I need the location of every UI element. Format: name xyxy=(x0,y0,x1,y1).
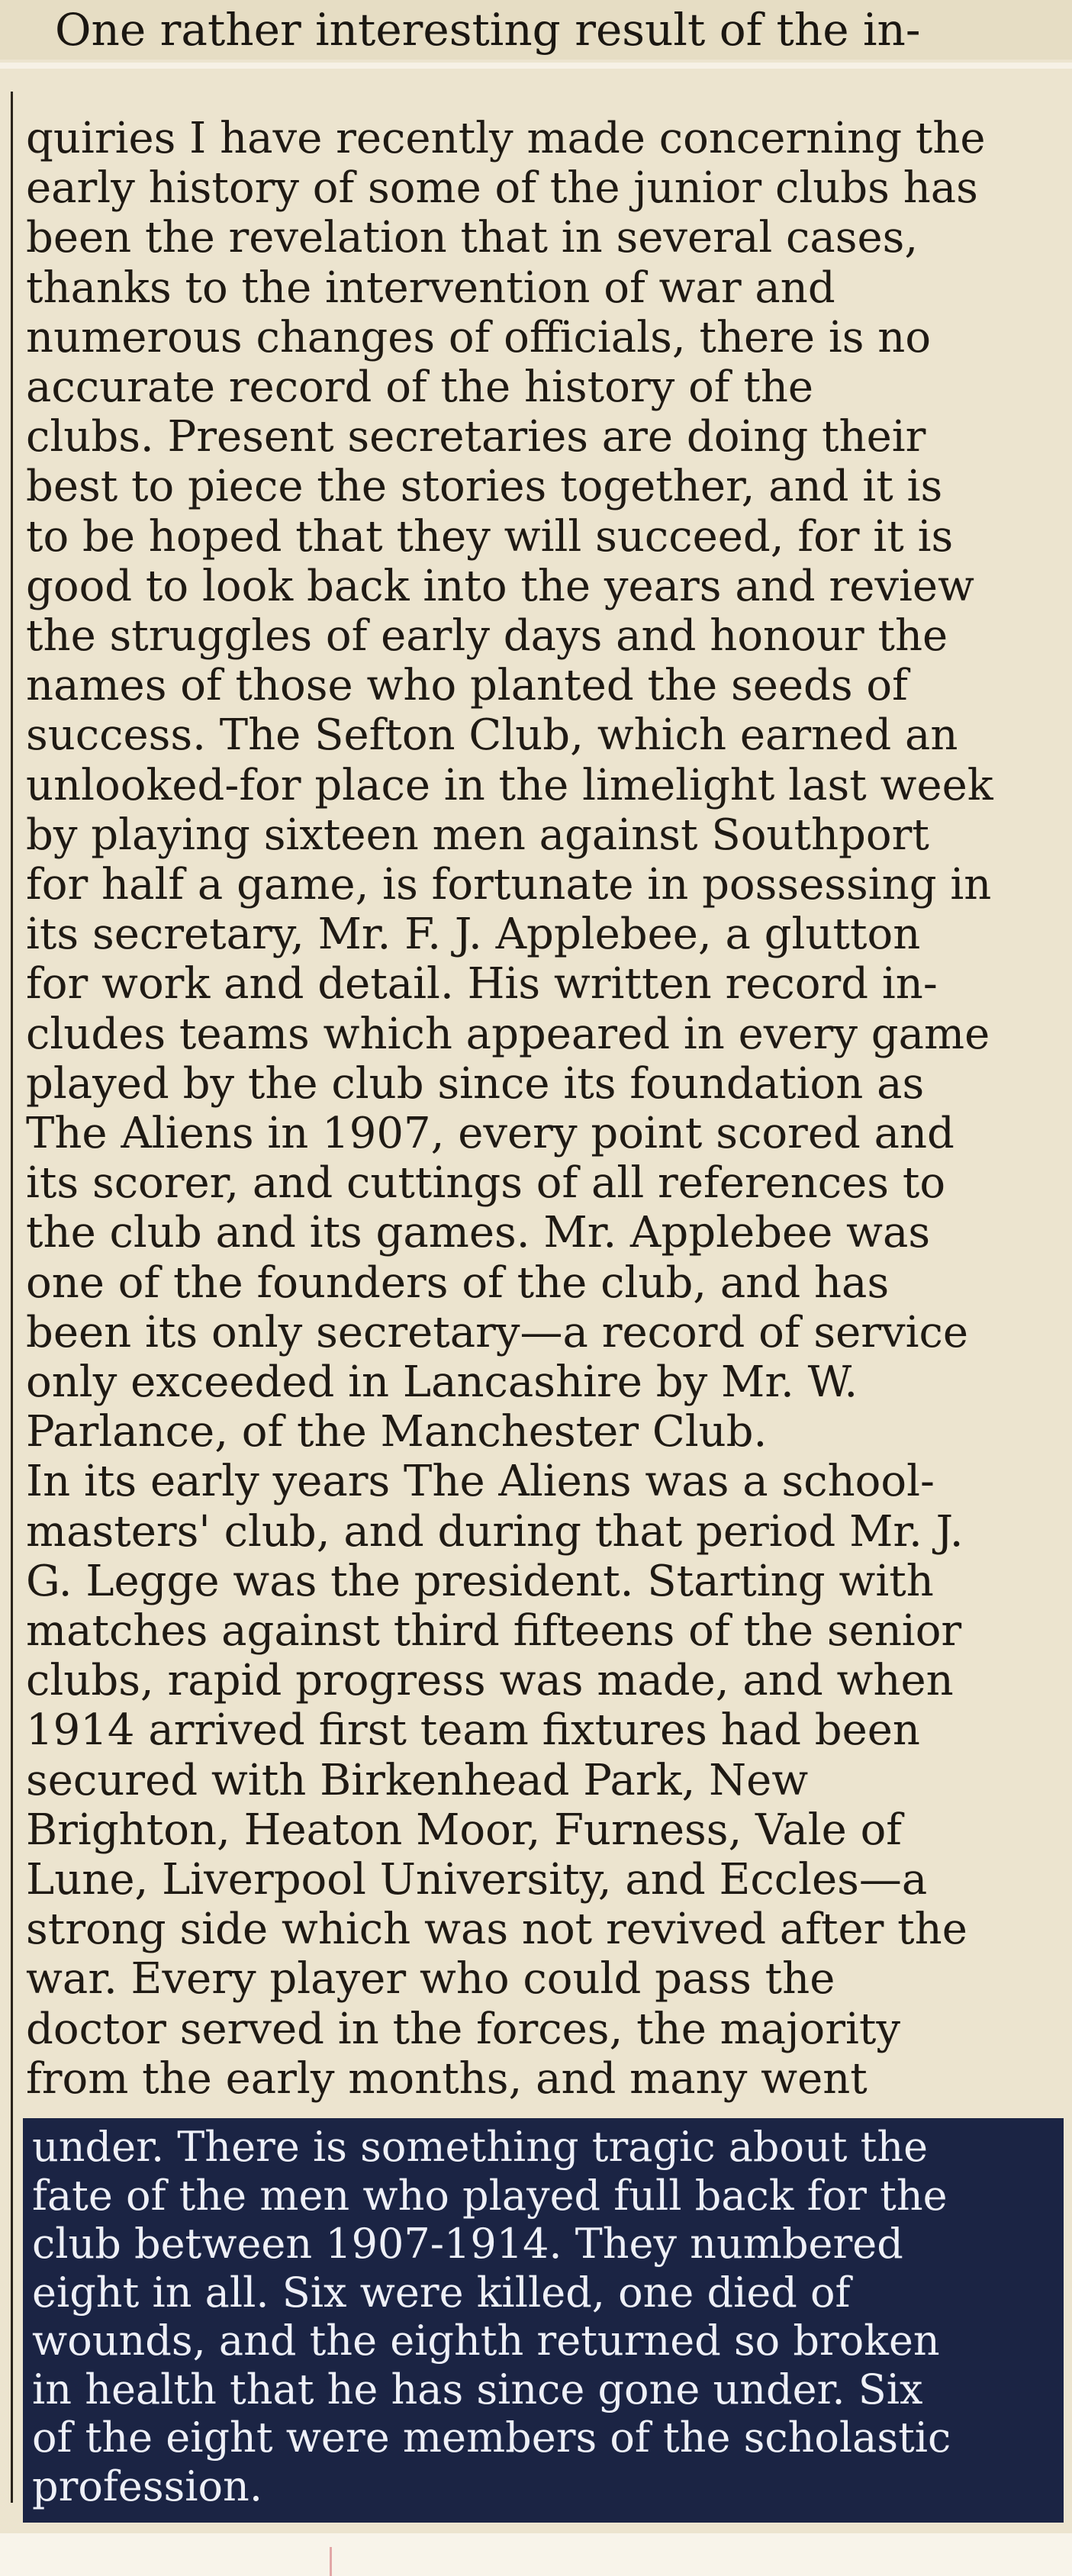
article-line: In its early years The Aliens was a school- xyxy=(26,1457,935,1507)
column-rule xyxy=(11,92,13,2503)
article-line: secured with Birkenhead Park, New xyxy=(26,1756,809,1805)
article-line: thanks to the intervention of war and xyxy=(26,263,835,313)
article-line: clubs. Present secretaries are doing their xyxy=(26,413,926,462)
article-line: the club and its games. Mr. Applebee was xyxy=(26,1209,931,1258)
highlighted-line: in health that he has since gone under. Six xyxy=(32,2365,923,2413)
highlighted-line: under. There is something tragic about the xyxy=(32,2123,929,2171)
article-line: The Aliens in 1907, every point scored and xyxy=(26,1109,954,1158)
highlighted-line: profession. xyxy=(32,2462,262,2510)
article-line: names of those who planted the seeds of xyxy=(26,662,908,711)
article-line: Parlance, of the Manchester Club. xyxy=(26,1408,768,1457)
highlighted-line: fate of the men who played full back for the xyxy=(32,2171,948,2220)
article-line: played by the club since its foundation as xyxy=(26,1059,925,1109)
pin-mark xyxy=(330,2547,332,2576)
article-line: accurate record of the history of the xyxy=(26,363,814,412)
clipping-bottom-edge xyxy=(0,2533,1072,2576)
article-line: for half a game, is fortunate in possessing in xyxy=(26,861,992,910)
highlighted-line: club between 1907-1914. They numbered xyxy=(32,2220,903,2268)
article-line: clubs, rapid progress was made, and when xyxy=(26,1657,954,1706)
article-line: cludes teams which appeared in every game xyxy=(26,1009,990,1059)
highlighted-passage xyxy=(23,2118,1064,2523)
article-line: Brighton, Heaton Moor, Furness, Vale of xyxy=(26,1805,903,1855)
article-line: numerous changes of officials, there is no xyxy=(26,313,932,362)
article-line: unlooked-for place in the limelight last week xyxy=(26,761,993,810)
highlighted-line: eight in all. Six were killed, one died of xyxy=(32,2268,851,2317)
tear-line xyxy=(0,63,1072,69)
article-line: its secretary, Mr. F. J. Applebee, a glutton xyxy=(26,910,921,960)
article-line: matches against third fifteens of the senior xyxy=(26,1607,962,1656)
article-line: war. Every player who could pass the xyxy=(26,1955,835,2004)
opening-line: One rather interesting result of the in- xyxy=(55,4,921,56)
article-line: strong side which was not revived after the xyxy=(26,1905,967,1955)
article-line: for work and detail. His written record in- xyxy=(26,960,938,1009)
highlighted-line: of the eight were members of the scholastic xyxy=(32,2413,951,2462)
article-line: only exceeded in Lancashire by Mr. W. xyxy=(26,1358,858,1407)
article-line: doctor served in the forces, the majority xyxy=(26,2004,901,2054)
article-line: success. The Sefton Club, which earned an xyxy=(26,711,958,761)
article-line: its scorer, and cuttings of all references to xyxy=(26,1159,946,1209)
article-line: from the early months, and many went xyxy=(26,2054,868,2104)
article-line: been the revelation that in several cases, xyxy=(26,214,919,263)
article-line: G. Legge was the president. Starting with xyxy=(26,1557,934,1606)
article-line: one of the founders of the club, and has xyxy=(26,1258,890,1308)
article-line: to be hoped that they will succeed, for it is xyxy=(26,512,954,562)
article-line: good to look back into the years and review xyxy=(26,562,974,611)
article-line: early history of some of the junior clubs has xyxy=(26,164,978,214)
article-line: the struggles of early days and honour the xyxy=(26,612,948,661)
highlighted-line: wounds, and the eighth returned so broken xyxy=(32,2317,940,2365)
article-line: best to piece the stories together, and it is xyxy=(26,462,943,512)
article-line: quiries I have recently made concerning the xyxy=(26,114,986,163)
article-line: by playing sixteen men against Southport xyxy=(26,810,929,860)
article-line: 1914 arrived first team fixtures had been xyxy=(26,1706,920,1756)
article-line: been its only secretary—a record of service xyxy=(26,1308,969,1357)
article-line: Lune, Liverpool University, and Eccles—a xyxy=(26,1856,928,1905)
article-line: masters' club, and during that period Mr. J. xyxy=(26,1507,964,1557)
